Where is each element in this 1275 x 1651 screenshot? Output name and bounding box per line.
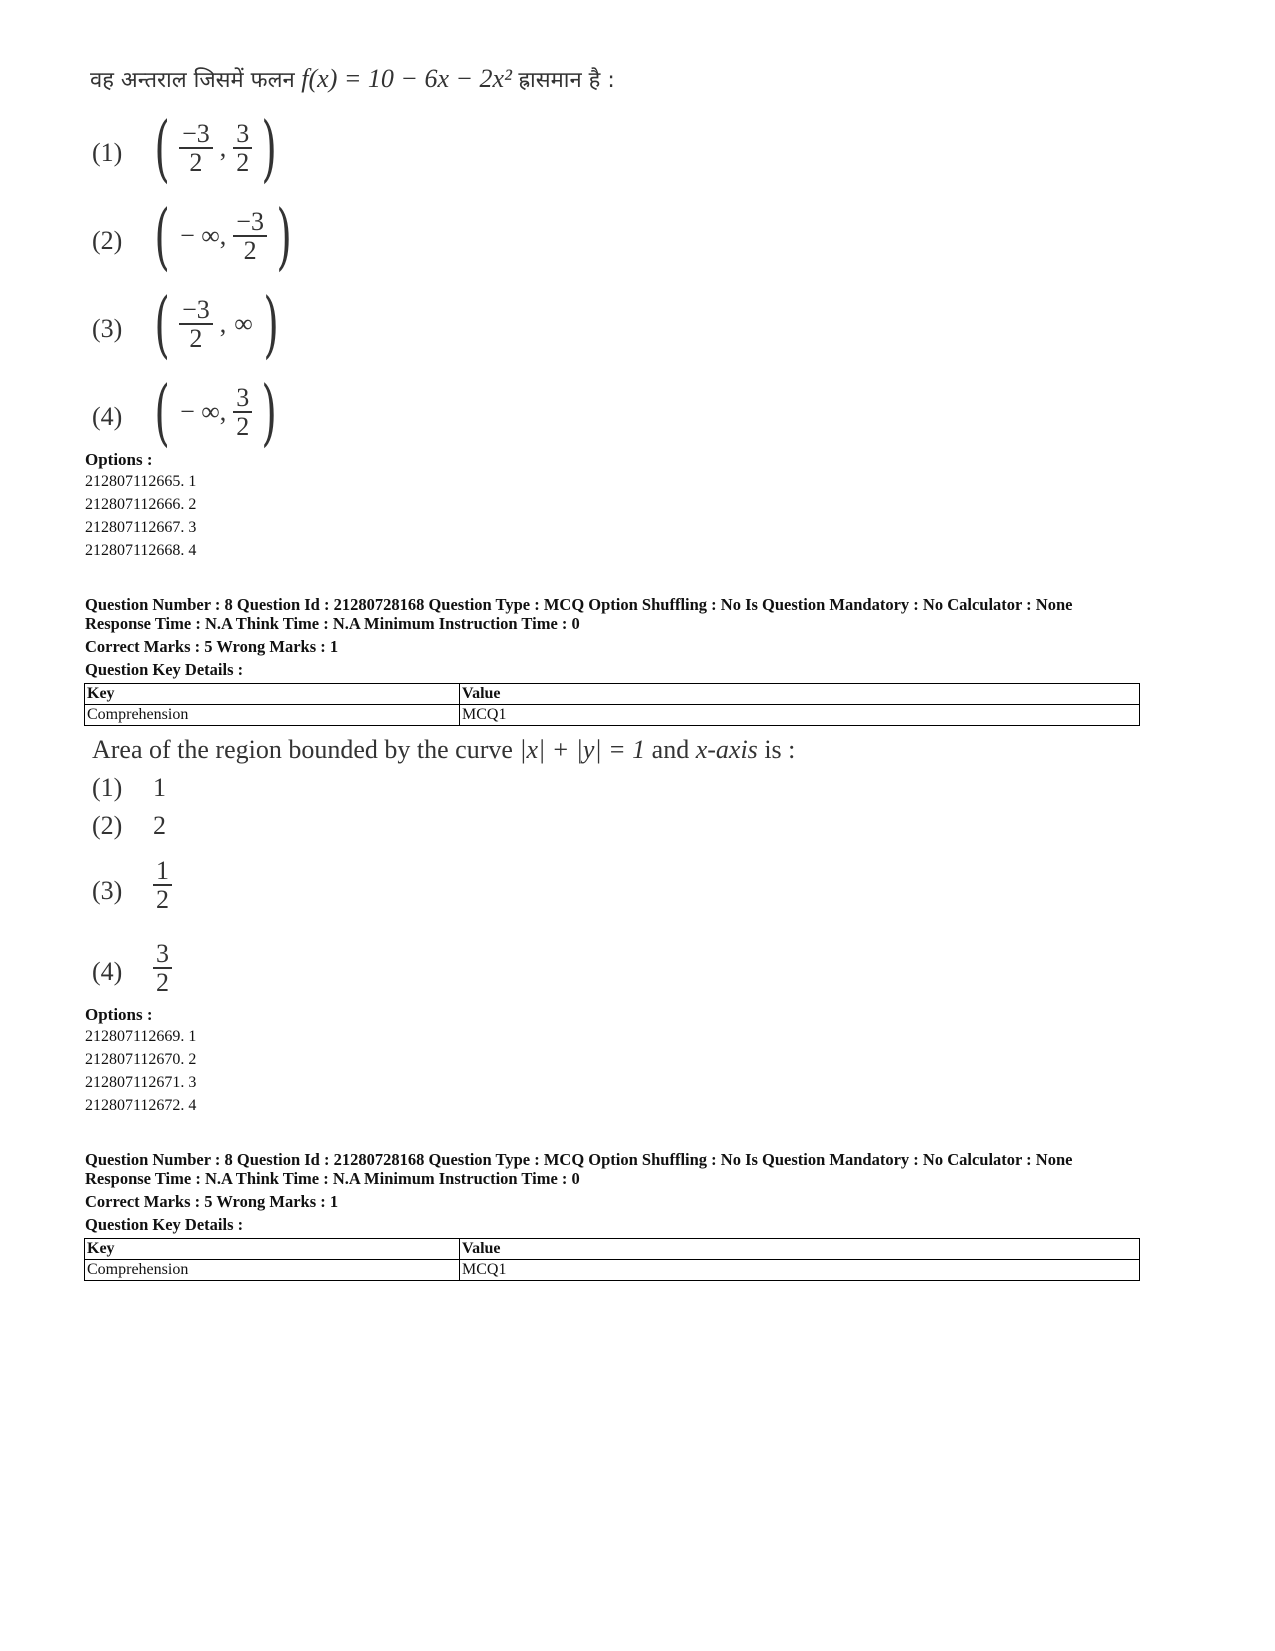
q7-opt2-right-den: 2 <box>243 236 257 265</box>
q8b-meta-line-1: Question Number : 8 Question Id : 21280728168 Question Type : MCQ Option Shuffling : No Is Question Mandatory : No Calculator : None <box>85 1150 1073 1169</box>
q8b-table-header-key: Key <box>85 1239 460 1260</box>
q7-opt3-left-den: 2 <box>189 324 203 353</box>
q7-opt3-right: ∞ <box>234 309 253 338</box>
q7-option-id-4: 212807112668. 4 <box>85 542 197 559</box>
q7-opt1-right-num: 3 <box>233 120 252 149</box>
q8a-meta-line-2: Response Time : N.A Think Time : N.A Minimum Instruction Time : 0 <box>85 614 580 633</box>
q8a-text-mid: and <box>651 735 690 764</box>
q7-option-3-number: (3) <box>92 314 123 343</box>
q8b-table-header-value: Value <box>460 1239 1140 1260</box>
q8a-option-2-number: (2) <box>92 811 123 840</box>
q8a-question-text <box>92 735 795 765</box>
q7-option-id-3: 212807112667. 3 <box>85 519 197 536</box>
q8a-option-4-fraction <box>150 940 175 997</box>
q8b-table-cell-value: MCQ1 <box>460 1260 1140 1281</box>
q7-question-text <box>90 64 615 94</box>
q7-opt1-left-den: 2 <box>189 148 203 177</box>
q8a-table-cell-key: Comprehension <box>85 705 460 726</box>
q8a-option-4-number: (4) <box>92 957 123 986</box>
q7-option-2-interval: ( − ∞, $\frac{-3}{2}$ ) <box>154 194 292 278</box>
q7-options-label: Options : <box>85 450 153 469</box>
q8a-axis: x-axis <box>695 735 758 764</box>
q8a-opt4-den: 2 <box>156 968 169 998</box>
q8a-text-pre: Area of the region bounded by the curve <box>92 735 513 764</box>
q8a-key-details-label: Question Key Details : <box>85 660 244 679</box>
q7-option-2-number: (2) <box>92 226 123 255</box>
q7-option-id-2: 212807112666. 2 <box>85 496 197 513</box>
q7-opt4-left: − ∞, <box>180 397 227 426</box>
q8a-opt4-num: 3 <box>153 940 172 969</box>
q7-opt2-left: − ∞, <box>180 221 227 250</box>
q8a-table-cell-value: MCQ1 <box>460 705 1140 726</box>
q7-option-1-interval: ( $\frac{-3}{2}$ , $\frac{3}{2}$ ) <box>154 106 278 190</box>
q8a-option-2-value: 2 <box>153 811 166 840</box>
q7-option-4-interval: ( − ∞, $\frac{3}{2}$ ) <box>154 370 278 454</box>
q8a-meta-line-3: Correct Marks : 5 Wrong Marks : 1 <box>85 637 339 656</box>
q8b-meta-line-2: Response Time : N.A Think Time : N.A Minimum Instruction Time : 0 <box>85 1169 580 1188</box>
q8a-meta-line-1: Question Number : 8 Question Id : 21280728168 Question Type : MCQ Option Shuffling : No Is Question Mandatory : No Calculator : None <box>85 595 1073 614</box>
q8a-option-id-1: 212807112669. 1 <box>85 1028 197 1045</box>
q8a-option-id-3: 212807112671. 3 <box>85 1074 197 1091</box>
q8a-option-3-fraction <box>150 857 175 914</box>
q7-option-1-number: (1) <box>92 138 123 167</box>
q8a-table-header-key: Key <box>85 684 460 705</box>
q8a-text-post: is : <box>764 735 796 764</box>
q8b-key-table <box>84 1238 1140 1281</box>
q8b-meta-line-3: Correct Marks : 5 Wrong Marks : 1 <box>85 1192 339 1211</box>
q7-opt2-right-num: −3 <box>233 208 267 237</box>
q8a-opt3-den: 2 <box>156 885 169 915</box>
q7-text-post: ह्रासमान है : <box>518 68 615 93</box>
q8b-table-cell-key: Comprehension <box>85 1260 460 1281</box>
q8a-option-1-value: 1 <box>153 773 166 802</box>
q8a-option-3-number: (3) <box>92 876 123 905</box>
q7-opt1-left-num: −3 <box>179 120 213 149</box>
q7-opt1-right-den: 2 <box>236 148 250 177</box>
q8a-key-table <box>84 683 1140 726</box>
q8a-option-id-4: 212807112672. 4 <box>85 1097 197 1114</box>
q7-function: f(x) = 10 − 6x − 2x² <box>301 64 512 93</box>
q7-opt4-right-num: 3 <box>233 384 252 413</box>
q8a-curve: |x| + |y| = 1 <box>519 735 646 764</box>
q8a-option-id-2: 212807112670. 2 <box>85 1051 197 1068</box>
q8a-table-header-value: Value <box>460 684 1140 705</box>
q7-opt4-right-den: 2 <box>236 412 250 441</box>
q7-option-id-1: 212807112665. 1 <box>85 473 197 490</box>
q8b-key-details-label: Question Key Details : <box>85 1215 244 1234</box>
q7-option-3-interval: ( $\frac{-3}{2}$ , ∞ ) <box>154 282 279 366</box>
q7-text-pre: वह अन्तराल जिसमें फलन <box>90 68 295 93</box>
q7-opt3-left-num: −3 <box>179 296 213 325</box>
q8a-opt3-num: 1 <box>153 857 172 886</box>
q8a-option-1-number: (1) <box>92 773 123 802</box>
q7-option-4-number: (4) <box>92 402 123 431</box>
q8a-options-label: Options : <box>85 1005 153 1024</box>
